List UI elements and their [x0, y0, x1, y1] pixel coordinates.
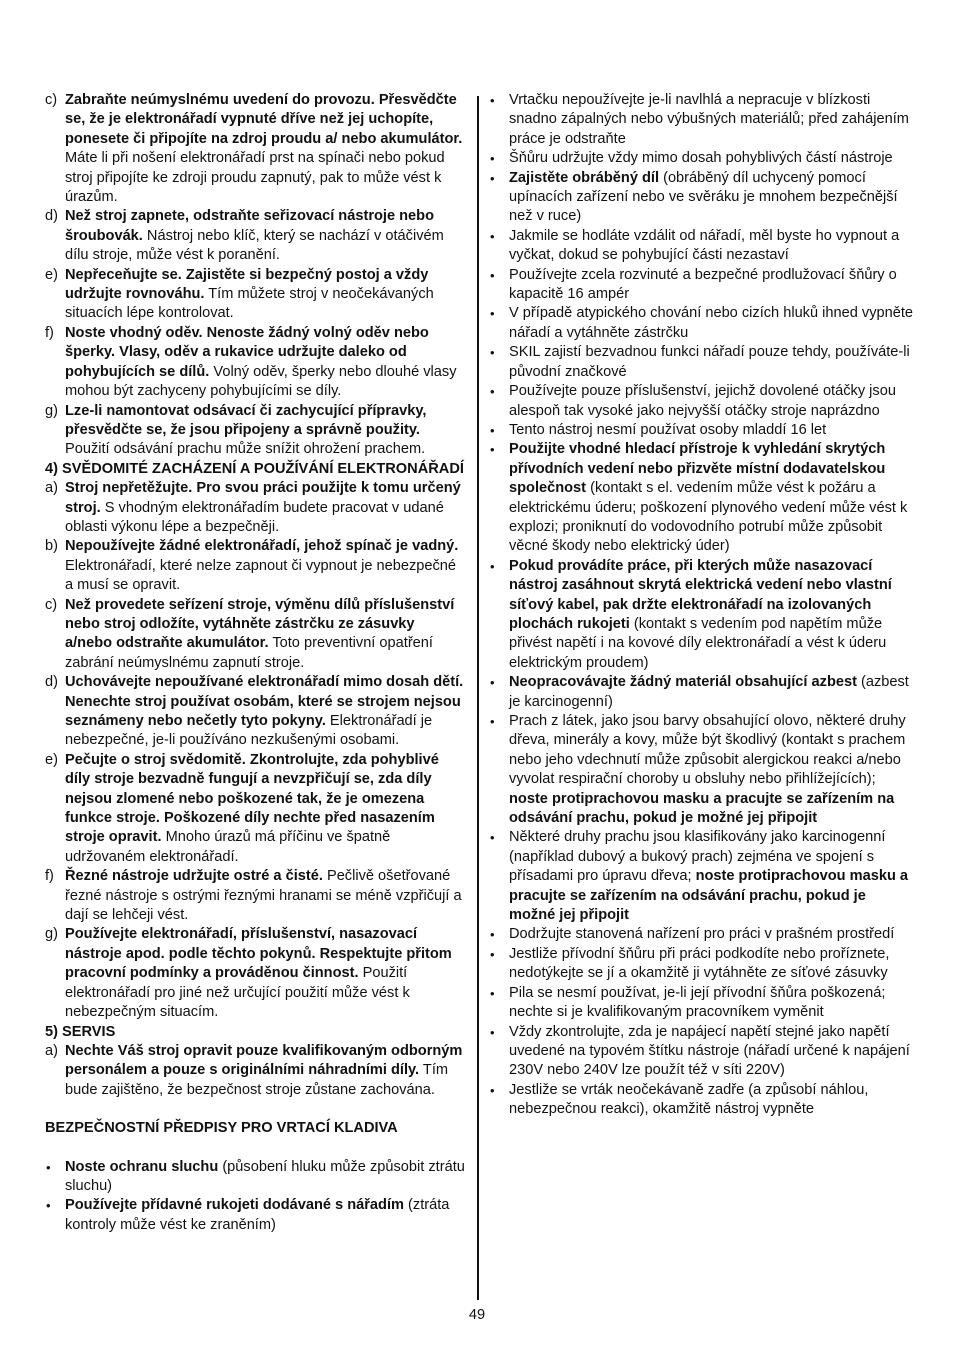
- bullet-text: V případě atypického chování nebo cizích hluků ihned vypněte nářadí a vytáhněte zástrčku: [509, 305, 914, 341]
- item-label: a): [45, 1042, 58, 1059]
- bullet-item: [489, 945, 914, 984]
- item-bold-text: Noste vhodný oděv. Nenoste žádný volný oděv nebo šperky. Vlasy, oděv a rukavice udržujte daleko od pohybujících se dílů.: [65, 324, 429, 380]
- bullet-icon: •: [490, 985, 495, 1001]
- item-label: d): [45, 674, 58, 691]
- list-item: [45, 867, 465, 925]
- list-item: [45, 537, 465, 595]
- list-item: [45, 751, 465, 867]
- bullet-icon: •: [490, 306, 495, 322]
- item-bold-text: Nechte Váš stroj opravit pouze kvalifikovaným odborným personálem a pouze s originálními náhradními díly.: [65, 1042, 463, 1079]
- item-label: c): [45, 596, 58, 613]
- bullet-item: [45, 1196, 465, 1235]
- right-column: [489, 91, 914, 1120]
- item-bold-text: Než provedete seřízení stroje, výměnu dílů příslušenství nebo stroj odložíte, vytáhněte zástrčku ze zásuvky a/nebo odstraňte akumulátor.: [65, 596, 455, 652]
- bullet-icon: •: [490, 422, 495, 438]
- bullet-text: Pila se nesmí používat, je-li její přívodní šňůra poškozená; nechte si je kvalifikovaným pracovníkem vyměnit: [509, 984, 886, 1021]
- bullet-item: [489, 984, 914, 1023]
- bullet-text: Používejte zcela rozvinuté a bezpečné prodlužovací šňůry o kapacitě 16 ampér: [509, 266, 897, 303]
- item-label: c): [45, 92, 58, 108]
- bullet-text: Používejte pouze příslušenství, jejichž dovolené otáčky jsou alespoň tak vysoké jako nejvyšší otáčky stroje naprázdno: [509, 383, 896, 419]
- item-text: Použití odsávání prachu může snížit ohrožení prachem.: [65, 441, 426, 458]
- bullet-text: Tento nástroj nesmí používat osoby mladdí 16 let: [509, 421, 827, 438]
- item-label: f): [45, 868, 54, 885]
- bullet-text: (kontakt s vedením pod napětím může přivést napětí i na kovové díly elektronářadí a vést k úderu elektrickým proudem): [509, 615, 887, 671]
- bullet-item: [489, 440, 914, 556]
- bullet-icon: •: [490, 1082, 495, 1098]
- item-label: f): [45, 324, 54, 341]
- list-item: [45, 925, 465, 1022]
- list-item: [45, 207, 465, 265]
- list-item: [45, 402, 465, 460]
- bullet-icon: •: [490, 228, 495, 244]
- bullet-icon: •: [490, 946, 495, 962]
- item-text: Máte li při nošení elektronářadí prst na spínači nebo pokud stroj připojíte ke zdroji proudu zapnutý, pak to může vést k úrazům.: [65, 150, 445, 206]
- bullet-bold-tail: noste protiprachovou masku a pracujte se zařízením na odsávání prachu, pokud je možné jej připojit: [509, 790, 895, 827]
- item-bold-text: Nepřeceňujte se. Zajistěte si bezpečný postoj a vždy udržujte rovnováhu.: [65, 266, 429, 303]
- bullet-bold-text: Používejte přídavné rukojeti dodávané s nářadím: [65, 1197, 404, 1214]
- bullet-item: [489, 343, 914, 382]
- item-text: Elektronářadí, které nelze zapnout či vypnout je nebezpečné a musí se opravit.: [65, 557, 457, 594]
- bullet-text: (azbest je karcinogenní): [509, 674, 909, 710]
- item-label: g): [45, 926, 58, 943]
- bullet-text: Jakmile se hodláte vzdálit od nářadí, měl byste ho vypnout a vyčkat, dokud se pohybující části nezastaví: [509, 227, 900, 264]
- list-item: [45, 596, 465, 674]
- bullet-text: Vrtačku nepoužívejte je-li navlhlá a nepracuje v blízkosti snadno zápalných nebo výbušných materiálů; před zahájením práce je odstraňte: [509, 92, 909, 147]
- section-heading: 5) SERVIS: [45, 1023, 116, 1040]
- bullet-icon: •: [490, 927, 495, 943]
- item-text: Použití elektronářadí pro jiné než určující použití může vést k nebezpečným situacím.: [65, 965, 410, 1021]
- left-column: [45, 91, 465, 1235]
- bullet-icon: •: [490, 830, 495, 846]
- item-bold-text: Zabraňte neúmyslnému uvedení do provozu. Přesvědčte se, že je elektronářadí vypnuté dříve než jej uchopíte, ponesete či připojíte na zdroj proudu a/ nebo akumulátor.: [65, 92, 463, 147]
- item-bold-text: Pečujte o stroj svědomitě. Zkontrolujte, zda pohyblivé díly stroje bezvadně fungují a nevzpřičují se, zda díly nejsou zlomené nebo poškozené tak, že je omezena funkce stroje. Poškozené díly nechte před nasazením stroje opravit.: [65, 751, 439, 846]
- list-item: [45, 1042, 465, 1100]
- bullet-icon: •: [490, 267, 495, 283]
- bullet-bold-text: Pokud provádíte práce, při kterých může nasazovací nástroj zasáhnout skrytá elektrická vedení nebo vlastní síťový kabel, pak držte elektronářadí na izolovaných plochách rukojeti: [509, 557, 892, 632]
- list-item: [45, 266, 465, 324]
- item-text: Nástroj nebo klíč, který se nachází v otáčivém dílu stroje, může vést k poranění.: [65, 227, 444, 264]
- bullet-text: Jestliže přívodní šňůru při práci podkodíte nebo proříznete, nedotýkejte se jí a okamžitě ji vytáhněte ze síťové zásuvky: [509, 945, 890, 982]
- item-text: Volný oděv, šperky nebo dlouhé vlasy mohou být zachyceny pohybujícími se díly.: [65, 363, 457, 400]
- item-label: e): [45, 266, 58, 283]
- item-label: b): [45, 538, 58, 555]
- bullet-item: [45, 1158, 465, 1197]
- section-heading: 4) SVĚDOMITÉ ZACHÁZENÍ A POUŽÍVÁNÍ ELEKTRONÁŘADÍ: [45, 460, 464, 477]
- item-text: Toto preventivní opatření zabrání neúmyslnému zapnutí stroje.: [65, 635, 433, 671]
- item-label: d): [45, 208, 58, 225]
- bullet-icon: •: [46, 1159, 51, 1175]
- item-bold-text: Uchovávejte nepoužívané elektronářadí mimo dosah dětí. Nenechte stroj používat osobám, které se strojem nejsou seznámeny nebo nečetly tyto pokyny.: [65, 674, 464, 729]
- list-item: [45, 324, 465, 402]
- bullet-bold-text: Neopracovávajte žádný materiál obsahující azbest: [509, 674, 857, 691]
- bullet-item: [489, 557, 914, 673]
- bullet-item: [489, 1023, 914, 1081]
- item-label: e): [45, 751, 58, 768]
- item-bold-text: Používejte elektronářadí, příslušenství, nasazovací nástroje apod. podle těchto pokynů. Respektujte přitom pracovní podmínky a prováděnou činnost.: [65, 926, 452, 982]
- item-label: g): [45, 402, 58, 419]
- page-number: 49: [468, 1307, 486, 1323]
- item-bold-text: Než stroj zapnete, odstraňte seřizovací nástroje nebo šroubovák.: [65, 208, 434, 244]
- bullet-item: [489, 828, 914, 925]
- item-label: a): [45, 480, 58, 497]
- bullet-text: Vždy zkontrolujte, zda je napájecí napětí stejné jako napětí uvedené na typovém štítku nástroje (nářadí určené k napájení 230V nebo 240V lze použít též v síti 220V): [509, 1023, 910, 1079]
- bullet-icon: •: [490, 1024, 495, 1040]
- bullet-item: [489, 169, 914, 227]
- bullet-bold-text: Noste ochranu sluchu: [65, 1158, 219, 1175]
- bullet-text: Jestliže se vrták neočekávaně zadře (a způsobí náhlou, nebezpečnou reakci), okamžitě nástroj vypněte: [509, 1081, 869, 1118]
- item-text: Mnoho úrazů má příčinu ve špatně udržovaném elektronářadí.: [65, 829, 391, 865]
- bullet-icon: •: [490, 345, 495, 361]
- item-text: Tím můžete stroj v neočekávaných situacích lépe kontrolovat.: [65, 286, 434, 322]
- bullet-item: [489, 673, 914, 712]
- list-item: [45, 673, 465, 751]
- bullet-item: [489, 421, 914, 440]
- bullet-icon: •: [490, 714, 495, 729]
- bullet-bold-text: Použijte vhodné hledací přístroje k vyhledání skrytých přívodních vedení nebo přizvěte místní dodavatelskou společnost: [509, 441, 886, 497]
- bullet-bold-text: Zajistěte obráběný díl: [509, 169, 660, 186]
- column-divider: [477, 96, 479, 1300]
- bullet-text: SKIL zajistí bezvadnou funkci nářadí pouze tehdy, používáte-li původní značkové: [509, 344, 910, 380]
- bullet-icon: •: [490, 93, 495, 108]
- bullet-icon: •: [490, 170, 495, 186]
- bullet-item: [489, 1081, 914, 1120]
- item-bold-text: Nepoužívejte žádné elektronářadí, jehož spínač je vadný.: [65, 538, 459, 555]
- bullet-icon: •: [490, 442, 495, 458]
- bullet-icon: •: [490, 151, 495, 167]
- bullet-text: Dodržujte stanovená nařízení pro práci v prašném prostředí: [509, 926, 895, 943]
- item-text: S vhodným elektronářadím budete pracovat v udané oblasti výkonu lépe a bezpečněji.: [65, 499, 444, 535]
- bullet-icon: •: [46, 1198, 51, 1214]
- bullet-bold-tail: noste protiprachovou masku a pracujte se zařízením na odsávání prachu, pokud je možné jej připojit: [509, 868, 909, 924]
- item-text: Elektronářadí je nebezpečné, je-li používáno nezkušenými osobami.: [65, 713, 433, 749]
- bullet-item: [489, 149, 914, 168]
- item-bold-text: Stroj nepřetěžujte. Pro svou práci použijte k tomu určený stroj.: [65, 480, 461, 516]
- list-item: [45, 91, 465, 207]
- bullet-item: [489, 712, 914, 828]
- bullet-item: [489, 266, 914, 305]
- bullet-icon: •: [490, 675, 495, 691]
- bullet-text: (obráběný díl uchycený pomocí upínacích zařízení nebo ve svěráku je mnohem bezpečnější než v ruce): [509, 169, 898, 225]
- bullet-item: [489, 91, 914, 149]
- item-text: Pečlivě ošetřované řezné nástroje s ostrými řeznými hranami se méně vzpřičují a dají se lehčeji vést.: [65, 868, 462, 924]
- item-bold-text: Řezné nástroje udržujte ostré a čisté.: [65, 868, 323, 885]
- bullet-text: Prach z látek, jako jsou barvy obsahující olovo, některé druhy dřeva, minerály a kovy, může být škodlivý (kontakt s prachem nebo jeho vdechnutí může způsobit alergickou reakci a/nebo vyvolat respirační choroby u obsluhy nebo přihlížejících);: [509, 713, 906, 788]
- list-item: [45, 479, 465, 537]
- bullet-item: [489, 304, 914, 343]
- section-title: BEZPEČNOSTNÍ PŘEDPISY PRO VRTACÍ KLADIVA: [45, 1120, 398, 1137]
- bullet-text: (ztráta kontroly může vést ke zraněním): [65, 1197, 450, 1233]
- item-text: Tím bude zajištěno, že bezpečnost stroje zůstane zachována.: [65, 1062, 449, 1098]
- bullet-text: Některé druhy prachu jsou klasifikovány jako karcinogenní (například dubový a bukový prach) zejména ve spojení s přísadami pro úpravu dřeva;: [509, 829, 886, 885]
- bullet-item: [489, 925, 914, 944]
- bullet-icon: •: [490, 558, 495, 574]
- bullet-item: [489, 227, 914, 266]
- bullet-text: (působení hluku může způsobit ztrátu sluchu): [65, 1158, 465, 1194]
- bullet-icon: •: [490, 384, 495, 400]
- item-bold-text: Lze-li namontovat odsávací či zachycující přípravky, přesvědčte se, že jsou připojeny a správně použity.: [65, 402, 427, 438]
- bullet-text: (kontakt s el. vedením může vést k požáru a elektrickému úderu; poškození plynového vedení může vést k explozi; proniknutí do vodovodního potrubí může způsobit věcné škody nebo elektrický úder): [509, 480, 908, 555]
- bullet-text: Šňůru udržujte vždy mimo dosah pohyblivých částí nástroje: [509, 150, 893, 167]
- bullet-item: [489, 382, 914, 421]
